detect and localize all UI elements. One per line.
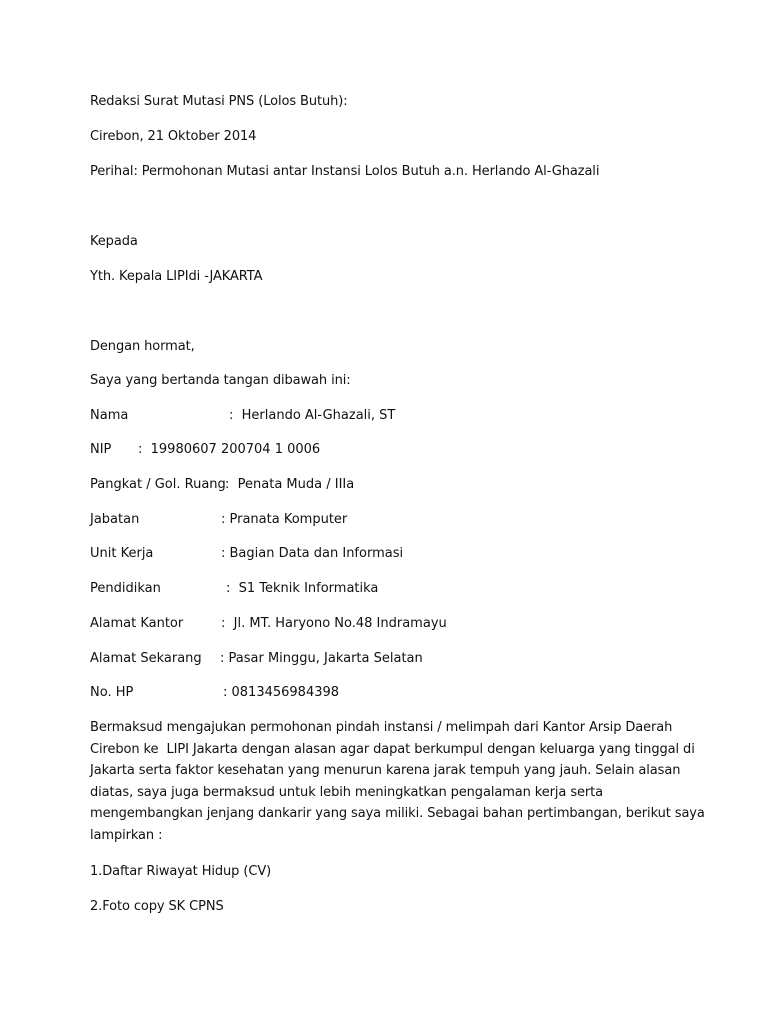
body-line: diatas, saya juga bermaksud untuk lebih meningkatkan pengalaman kerja serta	[90, 784, 603, 800]
field-value: : Herlando Al-Ghazali, ST	[229, 408, 396, 423]
body-paragraph	[90, 717, 705, 847]
body-line: Bermaksud mengajukan permohonan pindah instansi / melimpah dari Kantor Arsip Daerah	[90, 720, 673, 735]
field-value: : 19980607 200704 1 0006	[138, 442, 321, 457]
field-value: : Pranata Komputer	[221, 512, 348, 527]
to-label: Kepada	[90, 234, 138, 249]
field-label: NIP	[90, 442, 112, 457]
intro-line: Saya yang bertanda tangan dibawah ini:	[90, 373, 351, 388]
field-value: : Jl. MT. Haryono No.48 Indramayu	[221, 616, 447, 631]
body-line: Jakarta serta faktor kesehatan yang menurun karena jarak tempuh yang jauh. Selain alasan	[90, 763, 681, 779]
letter-heading: Redaksi Surat Mutasi PNS (Lolos Butuh):	[90, 94, 348, 109]
subject-line: Perihal: Permohonan Mutasi antar Instansi Lolos Butuh a.n. Herlando Al-Ghazali	[90, 164, 600, 179]
field-label: Alamat Sekarang	[90, 651, 202, 666]
body-line: Cirebon ke LIPI Jakarta dengan alasan agar dapat berkumpul dengan keluarga yang tinggal di	[90, 741, 695, 757]
field-value: : 0813456984398	[223, 685, 340, 700]
field-label: Alamat Kantor	[90, 616, 184, 631]
field-value: : Bagian Data dan Informasi	[221, 546, 404, 561]
field-label: Unit Kerja	[90, 546, 154, 561]
recipient: Yth. Kepala LIPIdi -JAKARTA	[90, 269, 263, 284]
field-label: Nama	[90, 408, 129, 423]
field-label: Jabatan	[90, 512, 140, 527]
field-label: No. HP	[90, 685, 134, 700]
attachment-item: 2.Foto copy SK CPNS	[90, 899, 224, 914]
greeting: Dengan hormat,	[90, 339, 195, 354]
body-line: lampirkan :	[90, 827, 163, 843]
field-value: : S1 Teknik Informatika	[226, 581, 379, 596]
field-value: : Penata Muda / IIIa	[225, 477, 355, 492]
field-value: : Pasar Minggu, Jakarta Selatan	[220, 651, 423, 666]
body-line: mengembangkan jenjang dankarir yang saya miliki. Sebagai bahan pertimbangan, berikut saya	[90, 806, 705, 822]
place-date: Cirebon, 21 Oktober 2014	[90, 129, 257, 144]
field-label: Pendidikan	[90, 581, 161, 596]
field-label: Pangkat / Gol. Ruang	[90, 477, 226, 492]
attachment-item: 1.Daftar Riwayat Hidup (CV)	[90, 864, 272, 879]
